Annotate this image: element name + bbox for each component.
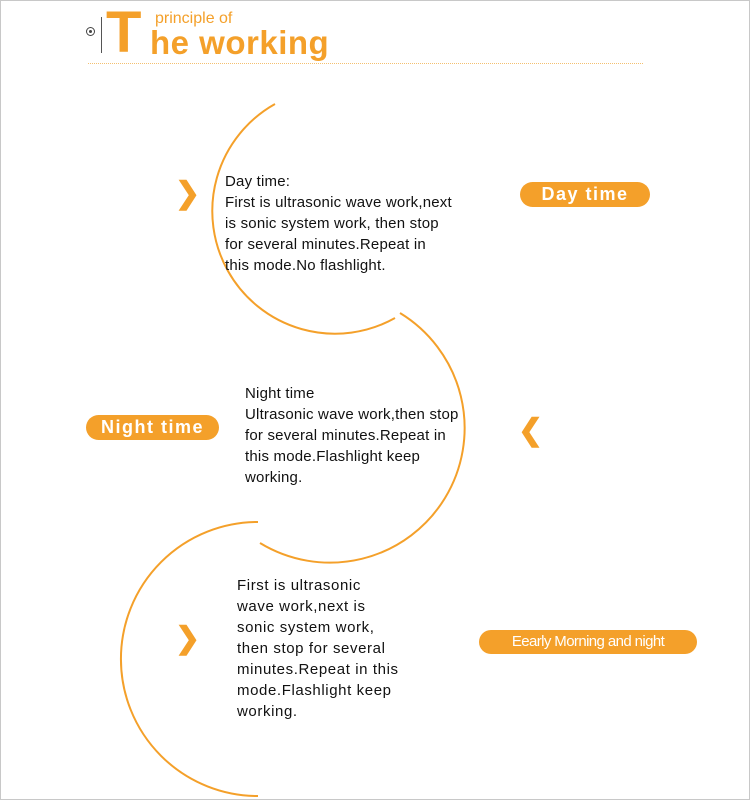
- morning-line: sonic system work,: [237, 619, 375, 636]
- morning-line: minutes.Repeat in this: [237, 661, 399, 678]
- morning-line: then stop for several: [237, 640, 386, 657]
- chevron-right-icon: ❯: [175, 622, 201, 655]
- morning-line: First is ultrasonic: [237, 577, 361, 594]
- day-line: is sonic system work, then stop: [225, 215, 439, 232]
- day-line: Day time:: [225, 173, 291, 190]
- night-time-label: Night time: [86, 415, 219, 440]
- day-time-label: Day time: [520, 182, 650, 207]
- day-line: this mode.No flashlight.: [225, 257, 386, 274]
- day-line: for several minutes.Repeat in: [225, 236, 426, 253]
- day-description: [225, 171, 452, 276]
- title-big-letter: T: [106, 0, 142, 65]
- morning-line: working.: [237, 703, 298, 720]
- morning-line: wave work,next is: [237, 598, 366, 615]
- night-line: working.: [245, 469, 303, 486]
- page-title: he working: [150, 24, 330, 61]
- night-line: Night time: [245, 385, 315, 402]
- night-line: for several minutes.Repeat in: [245, 427, 446, 444]
- chevron-right-icon: ❯: [175, 177, 201, 210]
- chevron-left-icon: ❮: [518, 414, 544, 447]
- early-morning-label: Eearly Morning and night: [479, 630, 697, 654]
- day-line: First is ultrasonic wave work,next: [225, 194, 452, 211]
- night-line: this mode.Flashlight keep: [245, 448, 421, 465]
- morning-description: [237, 575, 399, 722]
- night-description: [245, 383, 459, 488]
- night-line: Ultrasonic wave work,then stop: [245, 406, 459, 423]
- title-subtitle: principle of: [155, 10, 233, 27]
- morning-line: mode.Flashlight keep: [237, 682, 392, 699]
